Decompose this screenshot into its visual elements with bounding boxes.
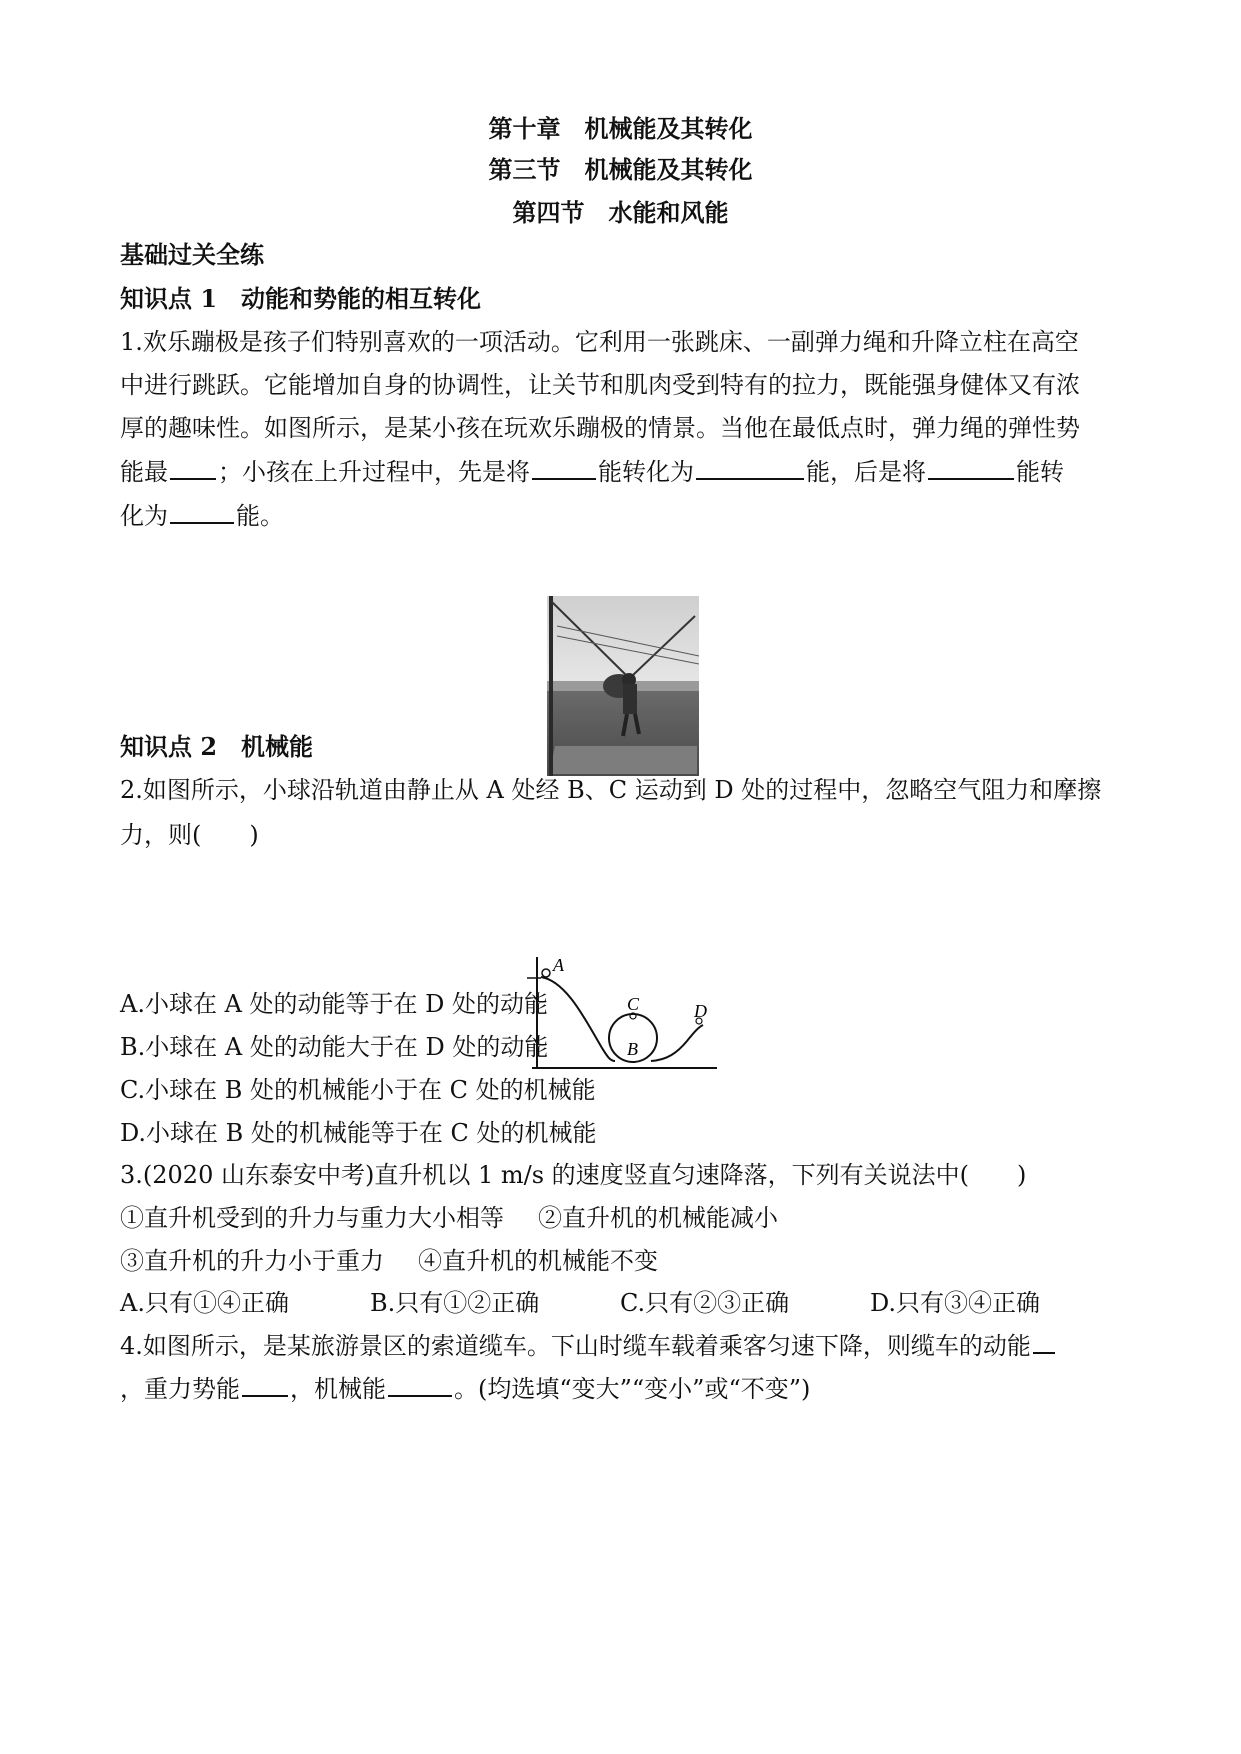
q3-statements-row-1	[120, 1198, 1130, 1233]
q4-text: ，重力势能	[120, 1375, 240, 1403]
q1-text: 能转化为	[598, 458, 694, 486]
q4-text: 。(均选填“变大”“变小”或“不变”)	[454, 1375, 811, 1403]
q1-line-3: 厚的趣味性。如图所示，是某小孩在玩欢乐蹦极的情景。当他在最低点时，弹力绳的弹性势	[120, 414, 1080, 442]
q3-statements-row-2	[120, 1241, 1130, 1276]
q2-option-d[interactable]: D.小球在 B 处的机械能等于在 C 处的机械能	[120, 1119, 597, 1147]
q4-text: ，机械能	[290, 1375, 386, 1403]
q1-text: 化为	[120, 502, 168, 530]
q3-statement-2: ②直升机的机械能减小	[538, 1204, 778, 1232]
q2-line-1: 2.如图所示，小球沿轨道由静止从 A 处经 B、C 运动到 D 处的过程中，忽略空气阻力和摩擦	[120, 776, 1102, 804]
answer-blank[interactable]	[388, 1373, 452, 1397]
q3-option-b[interactable]: B.只有①②正确	[370, 1289, 540, 1317]
q1-text: 能转	[1016, 458, 1064, 486]
q3-stem: 3.(2020 山东泰安中考)直升机以 1 m/s 的速度竖直匀速降落，下列有关说法中( )	[120, 1161, 1027, 1189]
label-a: A	[553, 955, 564, 975]
section-title-4: 第四节 水能和风能	[512, 198, 729, 227]
q4-text: 4.如图所示，是某旅游景区的索道缆车。下山时缆车载着乘客匀速下降，则缆车的动能	[120, 1332, 1031, 1360]
q1-text: 能，后是将	[806, 458, 926, 486]
knowledge-point-2: 知识点 2 机械能	[120, 732, 314, 761]
q2-line-2: 力，则( )	[120, 821, 259, 849]
section-title-3: 第三节 机械能及其转化	[488, 155, 753, 184]
knowledge-point-1: 知识点 1 动能和势能的相互转化	[120, 284, 482, 313]
label-d: D	[694, 1001, 707, 1021]
q1-line-5	[120, 496, 1130, 531]
q4-line-2	[120, 1369, 1130, 1404]
answer-blank[interactable]	[1033, 1330, 1055, 1354]
q2-option-b[interactable]: B.小球在 A 处的动能大于在 D 处的动能	[120, 1033, 549, 1061]
answer-blank[interactable]	[242, 1373, 288, 1397]
q4-line-1	[120, 1326, 1130, 1361]
ball-a	[542, 969, 550, 977]
q1-text: ；小孩在上升过程中，先是将	[218, 458, 530, 486]
q3-statement-4: ④直升机的机械能不变	[418, 1247, 658, 1275]
answer-blank[interactable]	[696, 456, 804, 480]
q1-text: 能最	[120, 458, 168, 486]
q3-statement-3: ③直升机的升力小于重力	[120, 1247, 384, 1275]
label-b: B	[627, 1039, 638, 1059]
q1-text: 能。	[236, 502, 284, 530]
q2-option-a[interactable]: A.小球在 A 处的动能等于在 D 处的动能	[120, 990, 549, 1018]
q2-option-c[interactable]: C.小球在 B 处的机械能小于在 C 处的机械能	[120, 1076, 596, 1104]
q1-line-2: 中进行跳跃。它能增加自身的协调性，让关节和肌肉受到特有的拉力，既能强身健体又有浓	[120, 371, 1080, 399]
answer-blank[interactable]	[928, 456, 1014, 480]
chapter-title: 第十章 机械能及其转化	[488, 114, 753, 143]
label-c: C	[627, 994, 640, 1014]
q1-line-4	[120, 452, 1130, 487]
q3-option-a[interactable]: A.只有①④正确	[120, 1289, 289, 1317]
q3-option-c[interactable]: C.只有②③正确	[620, 1289, 790, 1317]
q1-line-1: 1.欢乐蹦极是孩子们特别喜欢的一项活动。它利用一张跳床、一副弹力绳和升降立柱在高空	[120, 328, 1079, 356]
exercise-heading: 基础过关全练	[120, 240, 264, 269]
answer-blank[interactable]	[170, 456, 216, 480]
q3-option-d[interactable]: D.只有③④正确	[870, 1289, 1041, 1317]
answer-blank[interactable]	[532, 456, 596, 480]
q3-statement-1: ①直升机受到的升力与重力大小相等	[120, 1204, 504, 1232]
answer-blank[interactable]	[170, 500, 234, 524]
